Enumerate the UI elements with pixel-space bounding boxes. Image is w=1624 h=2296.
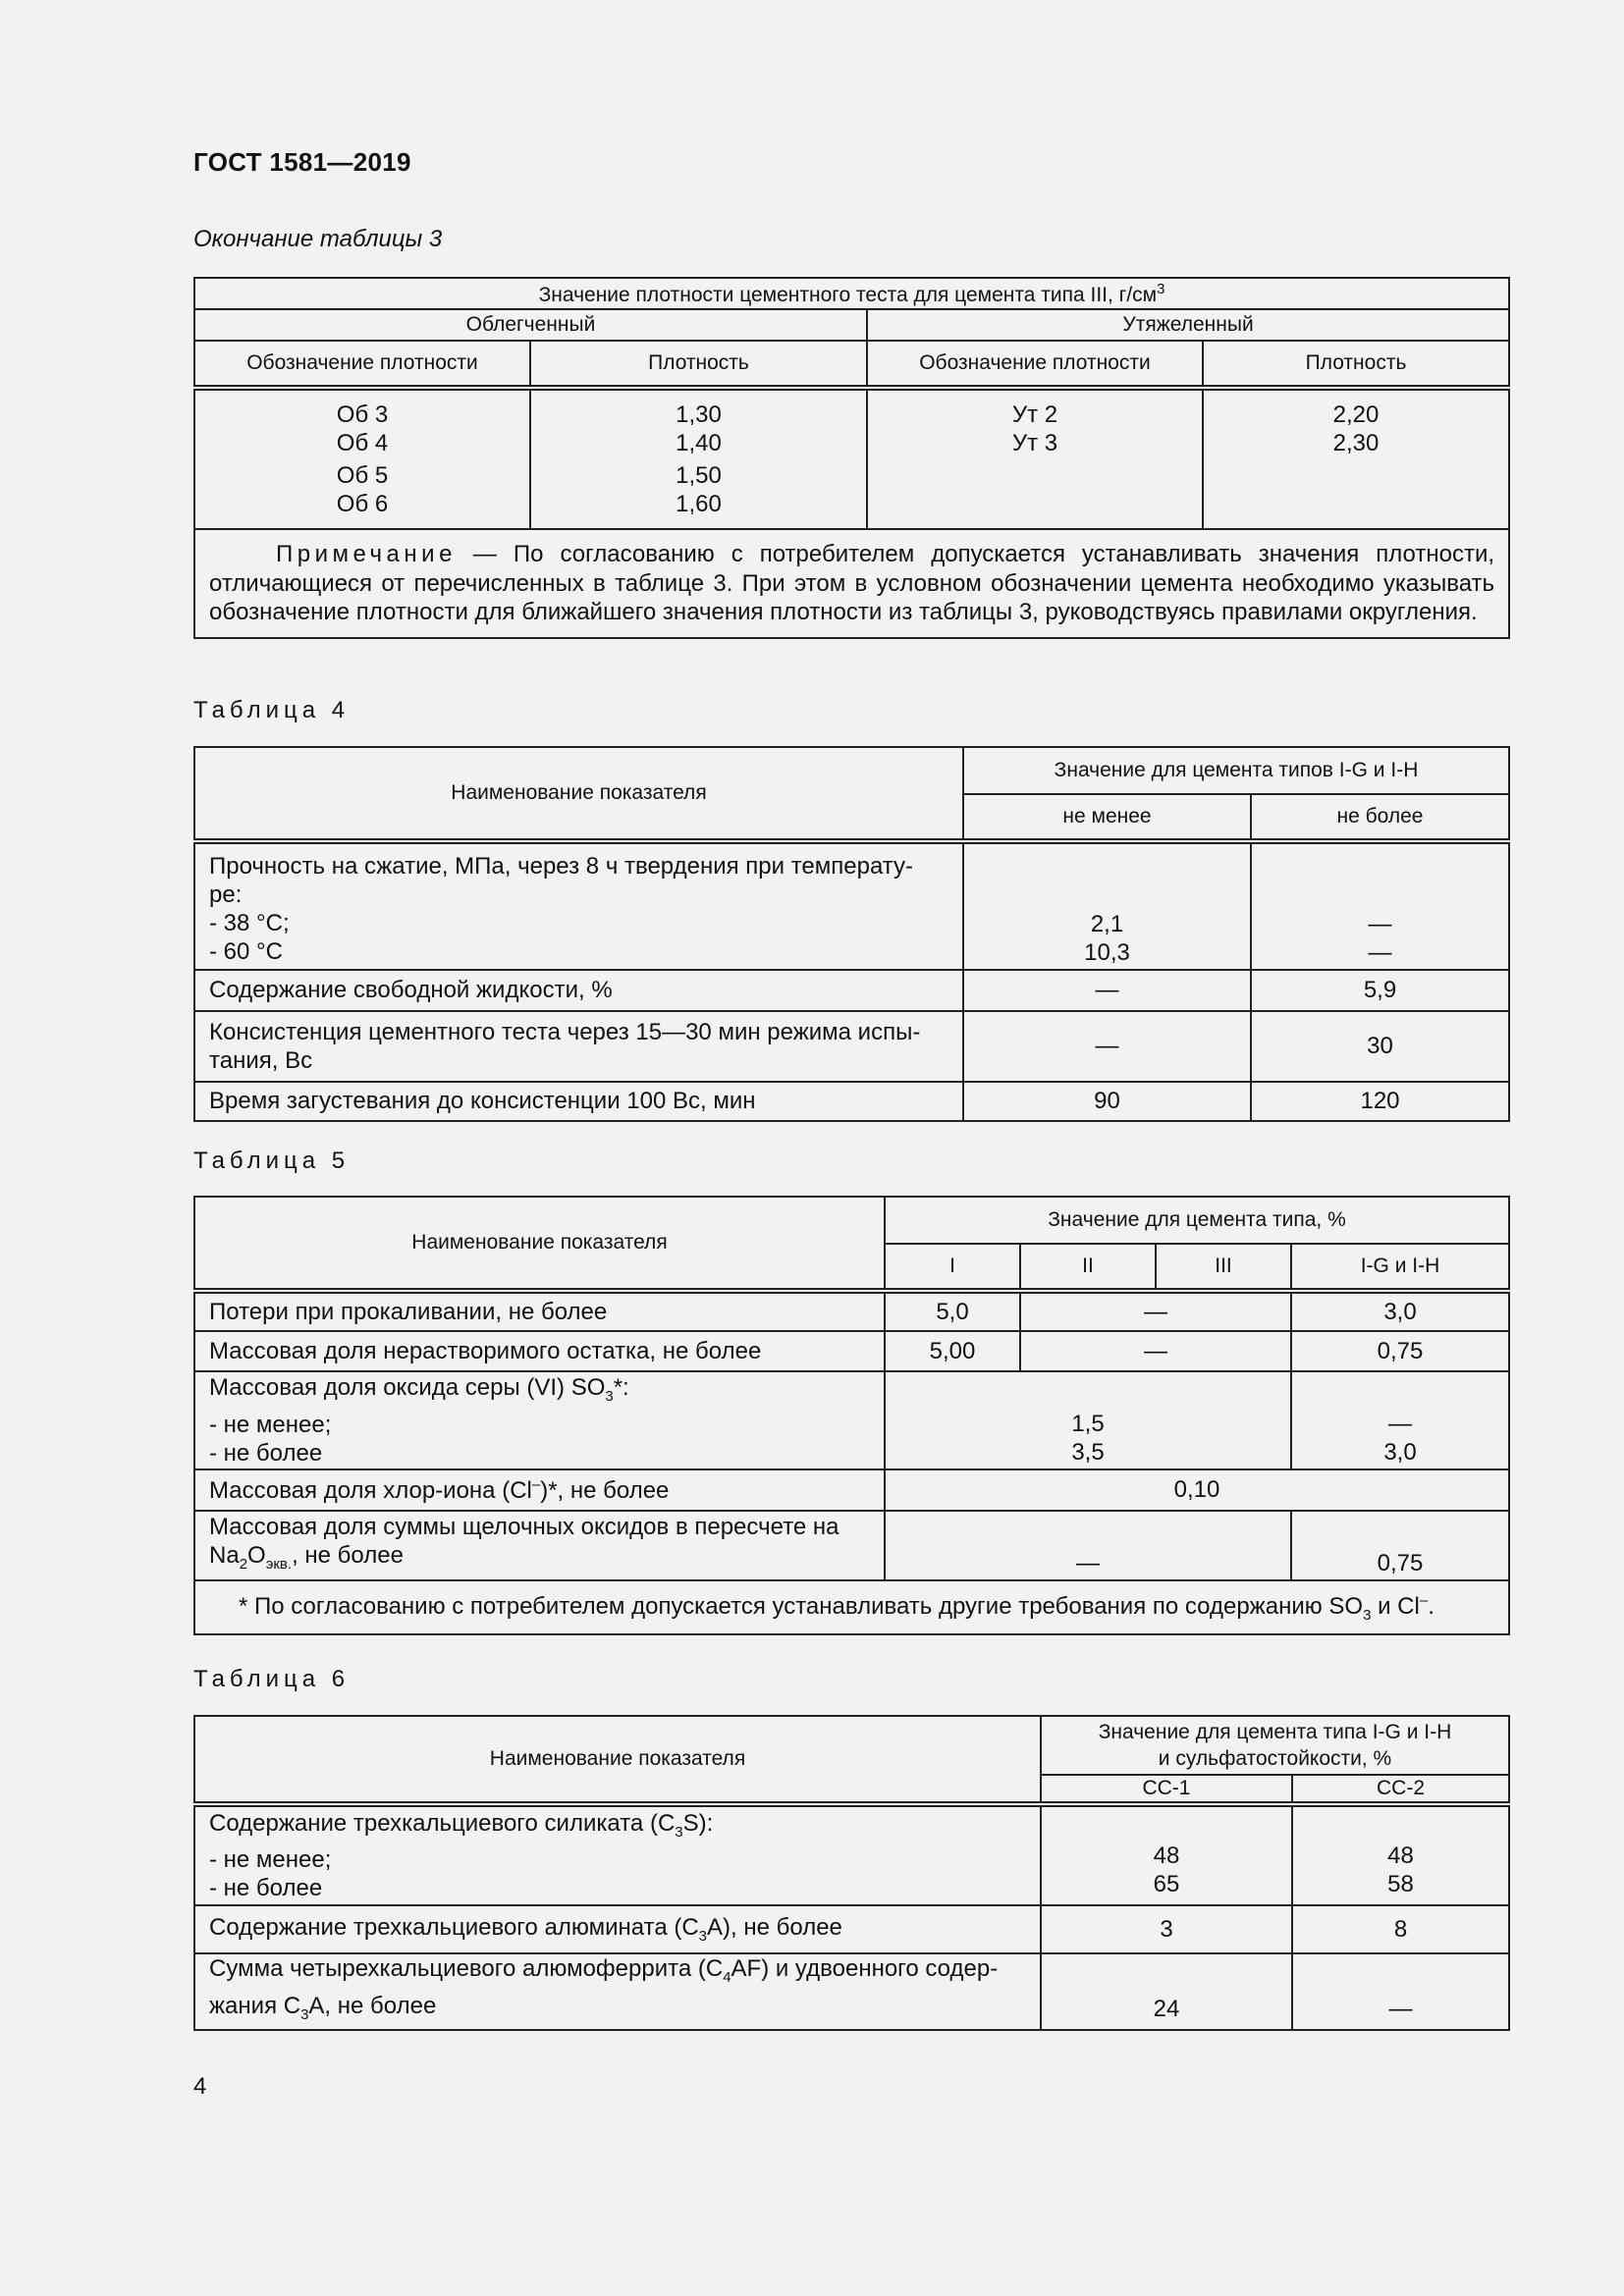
table4-col-min: не менее	[963, 794, 1251, 841]
table5-col-type-ig-ih: I-G и I-H	[1291, 1244, 1509, 1291]
table6-row1-name: Содержание трехкальциевого силиката $(C_3S)$: - не менее; - не более	[194, 1804, 1041, 1905]
table3-title-row	[194, 278, 1509, 309]
table-row	[194, 1331, 1509, 1371]
table4-caption: Таблица 4	[193, 697, 351, 723]
table6-row3-name: Сумма четырехкальциевого алюмоферрита $(C_4AF)$ и удвоенного содер- жания $C_3A$, не более	[194, 1953, 1041, 2030]
table4-row4-min: 90	[963, 1082, 1251, 1121]
note-text: — По согласованию с потребителем допускается устанавливать значения плотности, отличающиеся от перечисленных в таблице 3. При этом в условном обозначении цемента необходимо указывать обозначение плотности для ближайшего значения плотности из таблицы 3, руководствуясь правилами округления.	[209, 541, 1495, 625]
table4	[193, 746, 1510, 1122]
table4-row2-name: Содержание свободной жидкости, %	[194, 970, 963, 1011]
table5-header-row	[194, 1197, 1509, 1244]
table6-col-name: Наименование показателя	[194, 1716, 1041, 1804]
table4-col-value-group: Значение для цемента типов I-G и I-H	[963, 747, 1509, 794]
table4-row2-max: 5,9	[1251, 970, 1509, 1011]
table3-note-row	[194, 529, 1509, 638]
table3-note	[194, 529, 1509, 638]
table6-row2-cc2: 8	[1292, 1905, 1509, 1953]
table-row	[194, 1511, 1509, 1580]
table6-row3-cc1: 24	[1041, 1953, 1292, 2030]
table5-col-type-iii: III	[1156, 1244, 1291, 1291]
table3-caption: Окончание таблицы 3	[193, 226, 443, 252]
table-row	[194, 1291, 1509, 1331]
table5-row1-type-ig: 3,0	[1291, 1291, 1509, 1331]
table5-col-value-group: Значение для цемента типа, %	[885, 1197, 1509, 1244]
page-number: 4	[193, 2073, 207, 2100]
table-row	[194, 841, 1509, 970]
table5-col-name: Наименование показателя	[194, 1197, 885, 1291]
table5-row2-name: Массовая доля нерастворимого остатка, не более	[194, 1331, 885, 1371]
table5-row4-value: 0,10	[885, 1469, 1509, 1511]
table3-header-row	[194, 341, 1509, 388]
table6	[193, 1715, 1510, 2031]
table5-row2-type-ii-iii: —	[1020, 1331, 1291, 1371]
table-row	[194, 1953, 1509, 2030]
table4-row3-min: —	[963, 1011, 1251, 1082]
table4-row4-name: Время загустевания до консистенции 100 Вс, мин	[194, 1082, 963, 1121]
table3-heavy-values: 2,20 2,30	[1203, 388, 1509, 529]
table5-row1-name: Потери при прокаливании, не более	[194, 1291, 885, 1331]
table3-group-heavy: Утяжеленный	[867, 309, 1509, 341]
table-row	[194, 1469, 1509, 1511]
table6-row2-name: Содержание трехкальциевого алюмината $(C_3A)$, не более	[194, 1905, 1041, 1953]
table6-row1-cc2: 48 58	[1292, 1804, 1509, 1905]
table5-row5-type-ig: 0,75	[1291, 1511, 1509, 1580]
note-label: Примечание	[276, 541, 457, 567]
table5-row1-type-i: 5,0	[885, 1291, 1020, 1331]
table3-col-density: Плотность	[530, 341, 867, 388]
table5-row3-types-i-iii: 1,5 3,5	[885, 1371, 1291, 1469]
table-row	[194, 1804, 1509, 1905]
table5-row2-type-i: 5,00	[885, 1331, 1020, 1371]
table5-row3-name: Массовая доля оксида серы (VI) $SO_3*$: - не менее; - не более	[194, 1371, 885, 1469]
table4-row1-name: Прочность на сжатие, МПа, через 8 ч твердения при температу- ре: - 38 °С; - 60 °С	[194, 841, 963, 970]
table4-header-row	[194, 747, 1509, 794]
table3-col-designation: Обозначение плотности	[867, 341, 1203, 388]
table6-row1-cc1: 48 65	[1041, 1804, 1292, 1905]
table6-row2-cc1: 3	[1041, 1905, 1292, 1953]
table6-col-cc1: СС-1	[1041, 1775, 1292, 1804]
table4-row2-min: —	[963, 970, 1251, 1011]
table4-row1-max: — —	[1251, 841, 1509, 970]
table5-row3-type-ig: — 3,0	[1291, 1371, 1509, 1469]
table5-row4-name: Массовая доля хлор-иона (Cl–)*, не более	[194, 1469, 885, 1511]
table5-row5-types-i-iii: —	[885, 1511, 1291, 1580]
table5-footnote: * По согласованию с потребителем допускается устанавливать другие требования по содержанию $SO_3$ и Cl–.	[194, 1580, 1509, 1634]
table3-heavy-designations: Ут 2 Ут 3	[867, 388, 1203, 529]
table6-col-value-group: Значение для цемента типа I-G и I-H и сульфатостойкости, %	[1041, 1716, 1509, 1775]
table4-row1-min: 2,1 10,3	[963, 841, 1251, 970]
table6-caption: Таблица 6	[193, 1666, 351, 1692]
table3-title: Значение плотности цементного теста для цемента типа III, $г/см^3$	[194, 278, 1509, 309]
table3-group-light: Облегченный	[194, 309, 867, 341]
table-row	[194, 1905, 1509, 1953]
table-row	[194, 1082, 1509, 1121]
table-row	[194, 1011, 1509, 1082]
table5-col-type-i: I	[885, 1244, 1020, 1291]
table4-col-name: Наименование показателя	[194, 747, 963, 841]
table3-group-row	[194, 309, 1509, 341]
table5-row5-name: Массовая доля суммы щелочных оксидов в пересчете на $Na_2O_{экв.}$, не более	[194, 1511, 885, 1580]
table3-light-values: 1,30 1,40 1,50 1,60	[530, 388, 867, 529]
table-row	[194, 1371, 1509, 1469]
table6-row3-cc2: —	[1292, 1953, 1509, 2030]
table3-light-designations: Об 3 Об 4 Об 5 Об 6	[194, 388, 530, 529]
table6-header-row	[194, 1716, 1509, 1775]
table4-row4-max: 120	[1251, 1082, 1509, 1121]
table6-col-cc2: СС-2	[1292, 1775, 1509, 1804]
table5	[193, 1196, 1510, 1635]
table3-col-density: Плотность	[1203, 341, 1509, 388]
table3-data-row	[194, 388, 1509, 529]
table5-caption: Таблица 5	[193, 1148, 351, 1174]
document-title: ГОСТ 1581—2019	[193, 147, 411, 177]
table5-row2-type-ig: 0,75	[1291, 1331, 1509, 1371]
table5-footnote-row	[194, 1580, 1509, 1634]
table4-col-max: не более	[1251, 794, 1509, 841]
table5-row1-type-ii-iii: —	[1020, 1291, 1291, 1331]
table5-col-type-ii: II	[1020, 1244, 1156, 1291]
table4-row3-max: 30	[1251, 1011, 1509, 1082]
table3-col-designation: Обозначение плотности	[194, 341, 530, 388]
table4-row3-name: Консистенция цементного теста через 15—30 мин режима испы- тания, Вс	[194, 1011, 963, 1082]
table3	[193, 277, 1510, 639]
table-row	[194, 970, 1509, 1011]
